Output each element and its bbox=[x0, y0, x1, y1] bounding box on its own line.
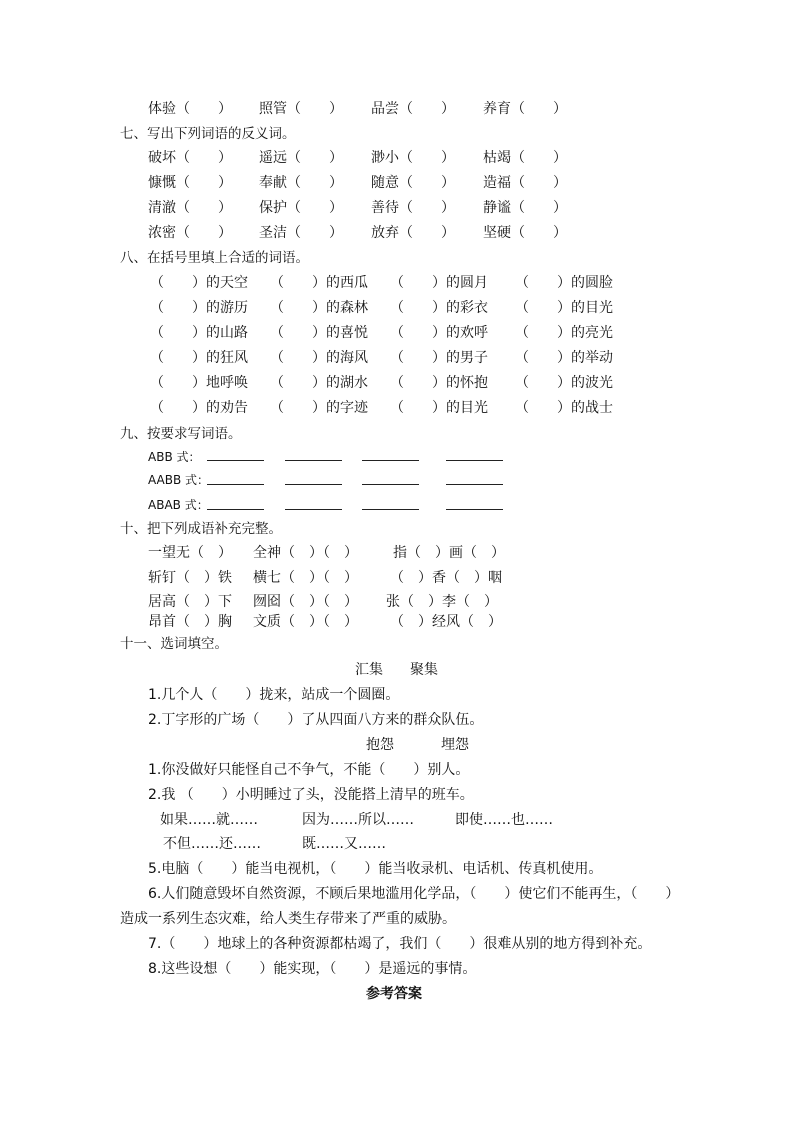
idiom-item: 张（ ）李（ ） bbox=[386, 594, 498, 610]
idiom-item: （ ）经风（ ） bbox=[390, 614, 502, 630]
phrase-item: （ ）的亮光 bbox=[515, 325, 613, 341]
question-item: 5.电脑（ ）能当电视机，（ ）能当收录机、电话机、传真机使用。 bbox=[148, 861, 603, 877]
idiom-item: 全神（ ）（ ） bbox=[253, 545, 358, 561]
answer-blank[interactable] bbox=[446, 484, 503, 485]
question-item: 1.几个人（ ）拢来，站成一个圆圈。 bbox=[148, 687, 400, 703]
answer-blank[interactable] bbox=[207, 509, 264, 510]
answer-blank[interactable] bbox=[362, 460, 419, 461]
answer-blank[interactable] bbox=[362, 509, 419, 510]
phrase-item: （ ）的喜悦 bbox=[270, 325, 368, 341]
word-item: 渺小（ ） bbox=[371, 150, 455, 166]
phrase-item: （ ）的举动 bbox=[515, 350, 613, 366]
word-item: 体验（ ） bbox=[148, 101, 232, 117]
idiom-item: 文质（ ）（ ） bbox=[253, 614, 358, 630]
word-choice: 抱怨 bbox=[366, 737, 394, 753]
answer-blank[interactable] bbox=[207, 484, 264, 485]
word-choice: 汇集 bbox=[355, 662, 383, 678]
phrase-item: （ ）的波光 bbox=[515, 375, 613, 391]
answer-blank[interactable] bbox=[285, 460, 342, 461]
idiom-item: 斩钉（ ）铁 bbox=[148, 570, 232, 586]
phrase-item: （ ）的目光 bbox=[515, 300, 613, 316]
conjunction-option: 即使……也…… bbox=[455, 812, 553, 828]
word-choice: 埋怨 bbox=[441, 737, 469, 753]
question-item: 1.你没做好只能怪自己不争气，不能（ ）别人。 bbox=[148, 762, 470, 778]
phrase-item: （ ）的海风 bbox=[270, 350, 368, 366]
word-item: 遥远（ ） bbox=[259, 150, 343, 166]
word-item: 浓密（ ） bbox=[148, 225, 232, 241]
phrase-item: （ ）的怀抱 bbox=[390, 375, 488, 391]
answer-key-title: 参考答案 bbox=[366, 986, 422, 1002]
phrase-item: （ ）的湖水 bbox=[270, 375, 368, 391]
question-item: 2.我 （ ）小明睡过了头，没能搭上清早的班车。 bbox=[148, 787, 474, 803]
idiom-item: 横七（ ）（ ） bbox=[253, 570, 358, 586]
word-item: 奉献（ ） bbox=[259, 175, 343, 191]
question-item: 6.人们随意毁坏自然资源，不顾后果地滥用化学品，（ ）使它们不能再生，（ ） bbox=[148, 886, 680, 902]
pattern-label: ABAB 式： bbox=[148, 498, 209, 512]
phrase-item: （ ）的游历 bbox=[150, 300, 248, 316]
phrase-item: （ ）的劝告 bbox=[150, 400, 248, 416]
section-11-heading: 十一、选词填空。 bbox=[120, 636, 228, 652]
conjunction-option: 既……又…… bbox=[302, 836, 386, 852]
word-item: 静谧（ ） bbox=[483, 200, 567, 216]
phrase-item: （ ）地呼唤 bbox=[150, 375, 248, 391]
section-9-heading: 九、按要求写词语。 bbox=[120, 426, 242, 442]
answer-blank[interactable] bbox=[207, 460, 264, 461]
phrase-item: （ ）的战士 bbox=[515, 400, 613, 416]
idiom-item: 居高（ ）下 bbox=[148, 594, 232, 610]
conjunction-option: 如果……就…… bbox=[160, 812, 258, 828]
idiom-item: 一望无（ ） bbox=[148, 545, 232, 561]
word-item: 保护（ ） bbox=[259, 200, 343, 216]
word-item: 放弃（ ） bbox=[371, 225, 455, 241]
word-item: 坚硬（ ） bbox=[483, 225, 567, 241]
word-choice: 聚集 bbox=[410, 662, 438, 678]
phrase-item: （ ）的彩衣 bbox=[390, 300, 488, 316]
word-item: 养育（ ） bbox=[483, 101, 567, 117]
idiom-item: 囫囵（ ）（ ） bbox=[253, 594, 358, 610]
answer-blank[interactable] bbox=[446, 460, 503, 461]
phrase-item: （ ）的字迹 bbox=[270, 400, 368, 416]
word-item: 照管（ ） bbox=[259, 101, 343, 117]
word-item: 慷慨（ ） bbox=[148, 175, 232, 191]
phrase-item: （ ）的欢呼 bbox=[390, 325, 488, 341]
answer-blank[interactable] bbox=[446, 509, 503, 510]
word-item: 圣洁（ ） bbox=[259, 225, 343, 241]
pattern-label: ABB 式： bbox=[148, 450, 201, 464]
idiom-item: 指（ ）画（ ） bbox=[393, 545, 505, 561]
question-item: 2.丁字形的广场（ ）了从四面八方来的群众队伍。 bbox=[148, 712, 484, 728]
phrase-item: （ ）的圆脸 bbox=[515, 275, 613, 291]
question-item: 8.这些设想（ ）能实现，（ ）是遥远的事情。 bbox=[148, 961, 477, 977]
word-item: 造福（ ） bbox=[483, 175, 567, 191]
conjunction-option: 因为……所以…… bbox=[302, 812, 414, 828]
section-7-heading: 七、写出下列词语的反义词。 bbox=[120, 126, 296, 142]
answer-blank[interactable] bbox=[285, 484, 342, 485]
phrase-item: （ ）的目光 bbox=[390, 400, 488, 416]
phrase-item: （ ）的天空 bbox=[150, 275, 248, 291]
answer-blank[interactable] bbox=[362, 484, 419, 485]
idiom-item: 昂首（ ）胸 bbox=[148, 614, 232, 630]
phrase-item: （ ）的男子 bbox=[390, 350, 488, 366]
idiom-item: （ ）香（ ）咽 bbox=[390, 570, 502, 586]
answer-blank[interactable] bbox=[285, 509, 342, 510]
word-item: 品尝（ ） bbox=[371, 101, 455, 117]
word-item: 随意（ ） bbox=[371, 175, 455, 191]
question-item-continued: 造成一系列生态灾难，给人类生存带来了严重的威胁。 bbox=[120, 911, 456, 927]
word-item: 枯竭（ ） bbox=[483, 150, 567, 166]
word-item: 破坏（ ） bbox=[148, 150, 232, 166]
phrase-item: （ ）的狂风 bbox=[150, 350, 248, 366]
phrase-item: （ ）的山路 bbox=[150, 325, 248, 341]
phrase-item: （ ）的西瓜 bbox=[270, 275, 368, 291]
word-item: 清澈（ ） bbox=[148, 200, 232, 216]
phrase-item: （ ）的森林 bbox=[270, 300, 368, 316]
pattern-label: AABB 式： bbox=[148, 473, 210, 487]
section-8-heading: 八、在括号里填上合适的词语。 bbox=[120, 250, 309, 266]
section-10-heading: 十、把下列成语补充完整。 bbox=[120, 521, 282, 537]
question-item: 7.（ ）地球上的各种资源都枯竭了，我们（ ）很难从别的地方得到补充。 bbox=[148, 936, 652, 952]
phrase-item: （ ）的圆月 bbox=[390, 275, 488, 291]
word-item: 善待（ ） bbox=[371, 200, 455, 216]
conjunction-option: 不但……还…… bbox=[163, 836, 261, 852]
